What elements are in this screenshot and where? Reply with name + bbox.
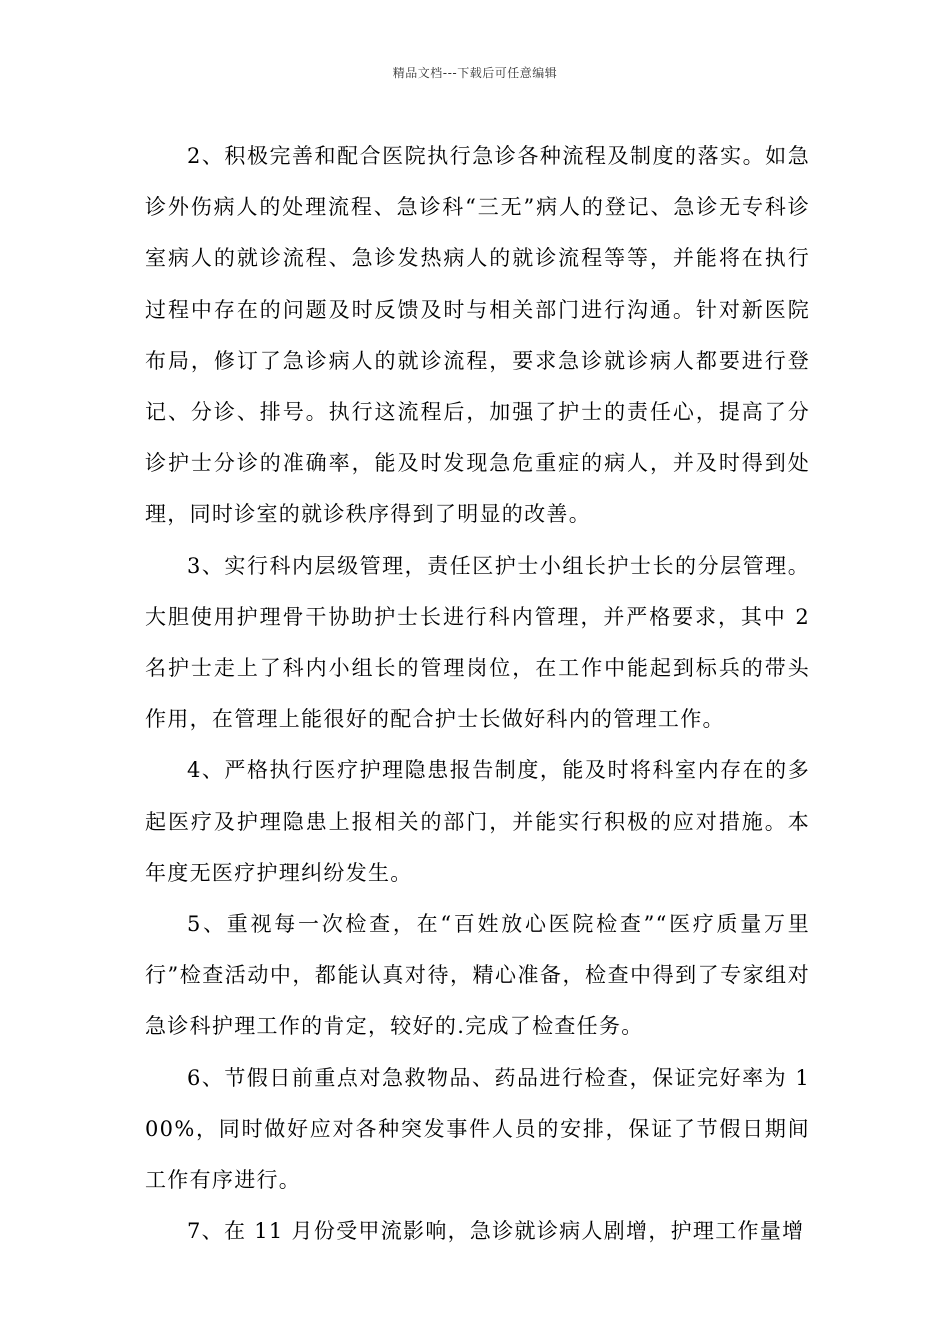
page-header: 精品文档---下载后可任意编辑 [392, 66, 558, 80]
document-body [145, 131, 810, 1257]
paragraph-5: 5、重视每一次检查，在“百姓放心医院检查”“医疗质量万里行”检查活动中，都能认真对待，精心准备，检查中得到了专家组对急诊科护理工作的肯定，较好的.完成了检查任务。 [145, 912, 810, 1039]
paragraph-4: 4、严格执行医疗护理隐患报告制度，能及时将科室内存在的多起医疗及护理隐患上报相关的部门，并能实行积极的应对措施。本年度无医疗护理纠纷发生。 [145, 758, 810, 885]
paragraph-6: 6、节假日前重点对急救物品、药品进行检查，保证完好率为 100%，同时做好应对各种突发事件人员的安排，保证了节假日期间工作有序进行。 [145, 1065, 810, 1193]
paragraph-3: 3、实行科内层级管理，责任区护士小组长护士长的分层管理。大胆使用护理骨干协助护士长进行科内管理，并严格要求，其中 2 名护士走上了科内小组长的管理岗位，在工作中能起到标兵的带头作用，在管理上能很好的配合护士长做好科内的管理工作。 [145, 553, 810, 732]
paragraph-2: 2、积极完善和配合医院执行急诊各种流程及制度的落实。如急诊外伤病人的处理流程、急诊科“三无”病人的登记、急诊无专科诊室病人的就诊流程、急诊发热病人的就诊流程等等，并能将在执行过程中存在的问题及时反馈及时与相关部门进行沟通。针对新医院布局，修订了急诊病人的就诊流程，要求急诊就诊病人都要进行登记、分诊、排号。执行这流程后，加强了护士的责任心，提高了分诊护士分诊的准确率，能及时发现急危重症的病人，并及时得到处理，同时诊室的就诊秩序得到了明显的改善。 [145, 144, 810, 527]
paragraph-7: 7、在 11 月份受甲流影响，急诊就诊病人剧增，护理工作量增 [187, 1219, 805, 1244]
